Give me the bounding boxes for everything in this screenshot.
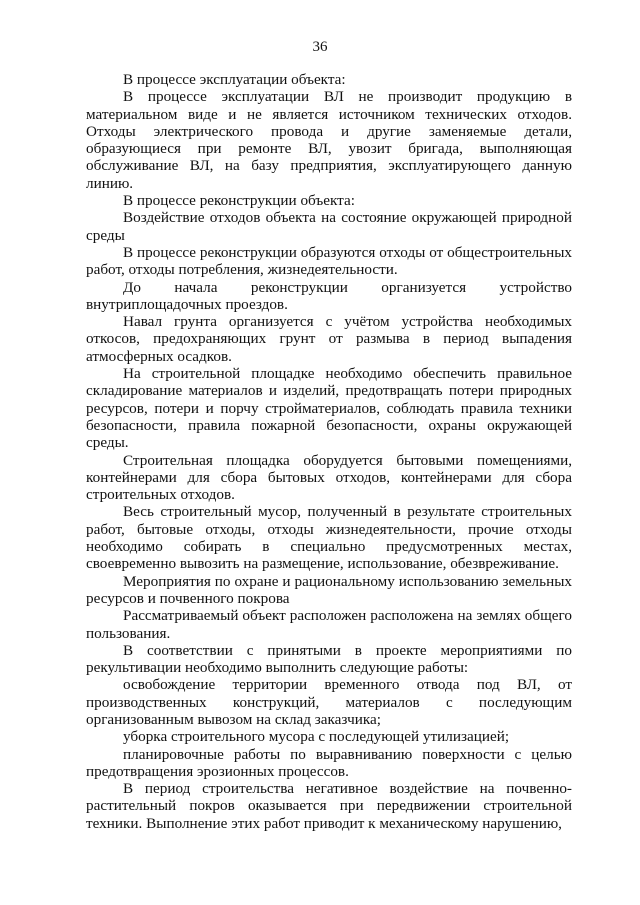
paragraph: Весь строительный мусор, полученный в результате строительных работ, бытовые отходы, отходы жизнедеятельности, прочие отходы необходимо собирать в специально предусмотренных местах, своевременно вывозить на размещение, использование, обезвреживание. xyxy=(86,503,572,573)
paragraph: Навал грунта организуется с учётом устройства необходимых откосов, предохраняющих грунт от размыва в период выпадения атмосферных осадков. xyxy=(86,313,572,365)
paragraph: Рассматриваемый объект расположен расположена на землях общего пользования. xyxy=(86,607,572,642)
paragraph: Строительная площадка оборудуется бытовыми помещениями, контейнерами для сбора бытовых отходов, контейнерами для сбора строительных отходов. xyxy=(86,451,572,504)
paragraph: В процессе реконструкции образуются отходы от общестроительных работ, отходы потребления, жизнедеятельности. xyxy=(86,243,572,279)
paragraph: планировочные работы по выравниванию поверхности с целью предотвращения эрозионных процессов. xyxy=(86,745,572,780)
paragraph: На строительной площадке необходимо обеспечить правильное складирование материалов и изделий, предотвращать потери природных ресурсов, потери и порчу стройматериалов, соблюдать правила техники безопасности, правила пожарной безопасности, охраны окружающей среды. xyxy=(86,365,572,452)
paragraph: уборка строительного мусора с последующей утилизацией; xyxy=(123,728,510,746)
paragraph: Мероприятия по охране и рациональному использованию земельных ресурсов и почвенного покрова xyxy=(86,572,572,607)
paragraph: В период строительства негативное воздействие на почвенно-растительный покров оказывается при передвижении строительной техники. Выполнение этих работ приводит к механическому нарушению, xyxy=(86,780,572,832)
body-text xyxy=(86,71,572,832)
page-number: 36 xyxy=(312,39,328,55)
paragraph: Воздействие отходов объекта на состояние окружающей природной среды xyxy=(86,209,572,244)
paragraph: В процессе реконструкции объекта: xyxy=(123,192,355,210)
paragraph: До начала реконструкции организуется устройство внутриплощадочных проездов. xyxy=(86,278,572,313)
paragraph: В соответствии с принятыми в проекте мероприятиями по рекультивации необходимо выполнить следующие работы: xyxy=(86,641,572,677)
paragraph: В процессе эксплуатации ВЛ не производит продукцию в материальном виде и не является источником технических отходов. Отходы электрического провода и другие заменяемые детали, образующиеся при ремонте ВЛ, увозит бригада, выполняющая обслуживание ВЛ, на базу предприятия, эксплуатирующего данную линию. xyxy=(86,88,572,192)
paragraph: В процессе эксплуатации объекта: xyxy=(123,71,346,88)
paragraph: освобождение территории временного отвода под ВЛ, от производственных конструкций, материалов с последующим организованным вывозом на склад заказчика; xyxy=(86,676,572,728)
